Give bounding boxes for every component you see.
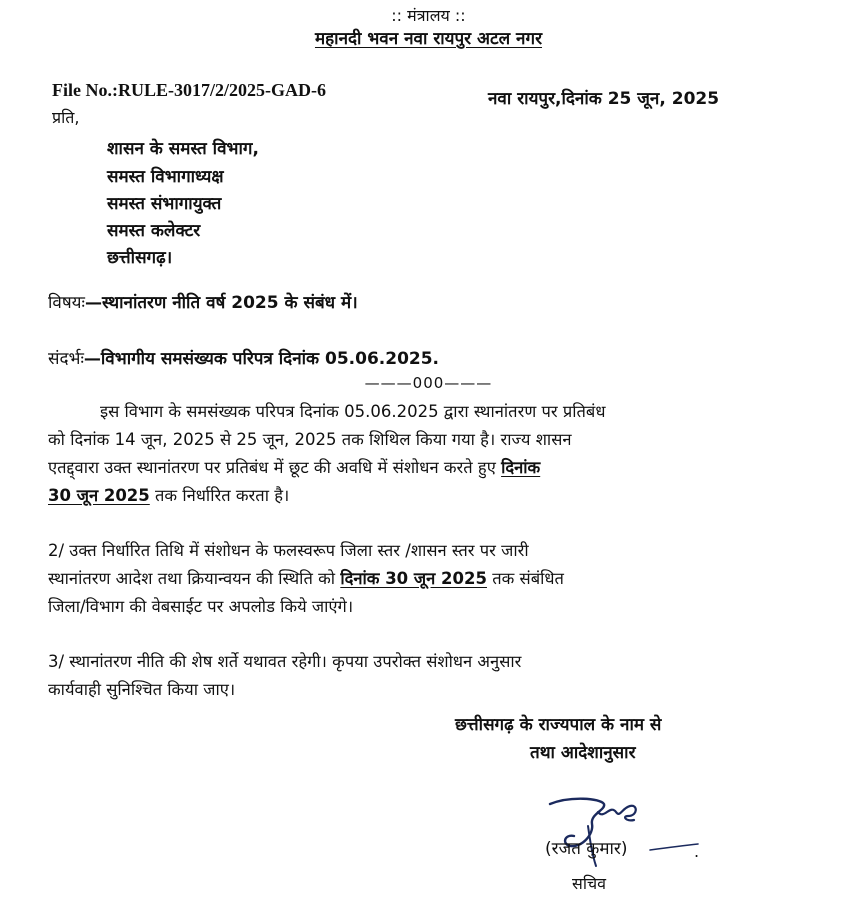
highlighted-date: दिनांक [501, 458, 541, 477]
addressee-line: समस्त संभागायुक्त [107, 194, 222, 214]
paragraph-line [48, 482, 800, 510]
paragraph-text: तक संबंधित [486, 569, 564, 588]
signatory-designation: सचिव [572, 874, 607, 893]
addressee-line: छत्तीसगढ़। [107, 248, 173, 268]
subject-line [48, 290, 358, 313]
paragraph-line: को दिनांक 14 जून, 2025 से 25 जून, 2025 तक शिथिल किया गया है। राज्य शासन [48, 430, 572, 449]
ministry-heading: :: मंत्रालय :: [391, 6, 466, 25]
paragraph-line: 2/ उक्त निर्धारित तिथि में संशोधन के फलस्वरूप जिला स्तर /शासन स्तर पर जारी [48, 541, 529, 560]
paragraph-line: इस विभाग के समसंख्यक परिपत्र दिनांक 05.06.2025 द्वारा स्थानांतरण पर प्रतिबंध [100, 402, 606, 421]
paragraph-text: तक निर्धारित करता है। [149, 486, 290, 505]
paragraph-line: 3/ स्थानांतरण नीति की शेष शर्ते यथावत रहेगी। कृपया उपरोक्त संशोधन अनुसार [48, 652, 522, 671]
subject-label: विषयः [48, 293, 85, 313]
highlighted-date: दिनांक 30 जून 2025 [340, 569, 487, 588]
paragraph-line: जिला/विभाग की वेबसाईट पर अपलोड किये जाएंगे। [48, 597, 354, 616]
file-number: File No.:RULE-3017/2/2025-GAD-6 [52, 80, 326, 100]
reference-label: संदर्भः [48, 349, 84, 369]
highlighted-date: 30 जून 2025 [48, 486, 150, 505]
reference-text: —विभागीय समसंख्यक परिपत्र दिनांक 05.06.2025. [83, 349, 440, 369]
separator: ———000——— [364, 374, 493, 392]
addressee-line: समस्त कलेक्टर [107, 221, 201, 241]
addressee-line: समस्त विभागाध्यक्ष [107, 167, 224, 187]
office-address [0, 26, 857, 49]
paragraph-line [48, 565, 800, 593]
addressee-line: शासन के समस्त विभाग, [107, 139, 259, 159]
paragraph-line [48, 454, 800, 482]
closing-line-1: छत्तीसगढ़ के राज्यपाल के नाम से [455, 715, 662, 735]
subject-text: —स्थानांतरण नीति वर्ष 2025 के संबंध में। [84, 293, 358, 313]
office-address-text: महानदी भवन नवा रायपुर अटल नगर [314, 29, 543, 49]
paragraph-text: एतद्द्वारा उक्त स्थानांतरण पर प्रतिबंध में छूट की अवधि में संशोधन करते हुए [48, 458, 502, 477]
signature-dot: . [694, 842, 700, 861]
salutation-prati: प्रति, [52, 108, 80, 127]
paragraph-line: कार्यवाही सुनिश्चित किया जाए। [48, 680, 236, 699]
place-date: नवा रायपुर,दिनांक 25 जून, 2025 [488, 89, 720, 109]
paragraph-2 [48, 537, 800, 621]
reference-line [48, 346, 439, 369]
paragraph-text: स्थानांतरण आदेश तथा क्रियान्वयन की स्थिति को [48, 569, 341, 588]
signatory-name: (रजत कुमार) [545, 839, 628, 859]
paragraph-3 [48, 648, 800, 704]
closing-line-2: तथा आदेशानुसार [530, 743, 636, 763]
paragraph-1 [48, 398, 800, 510]
